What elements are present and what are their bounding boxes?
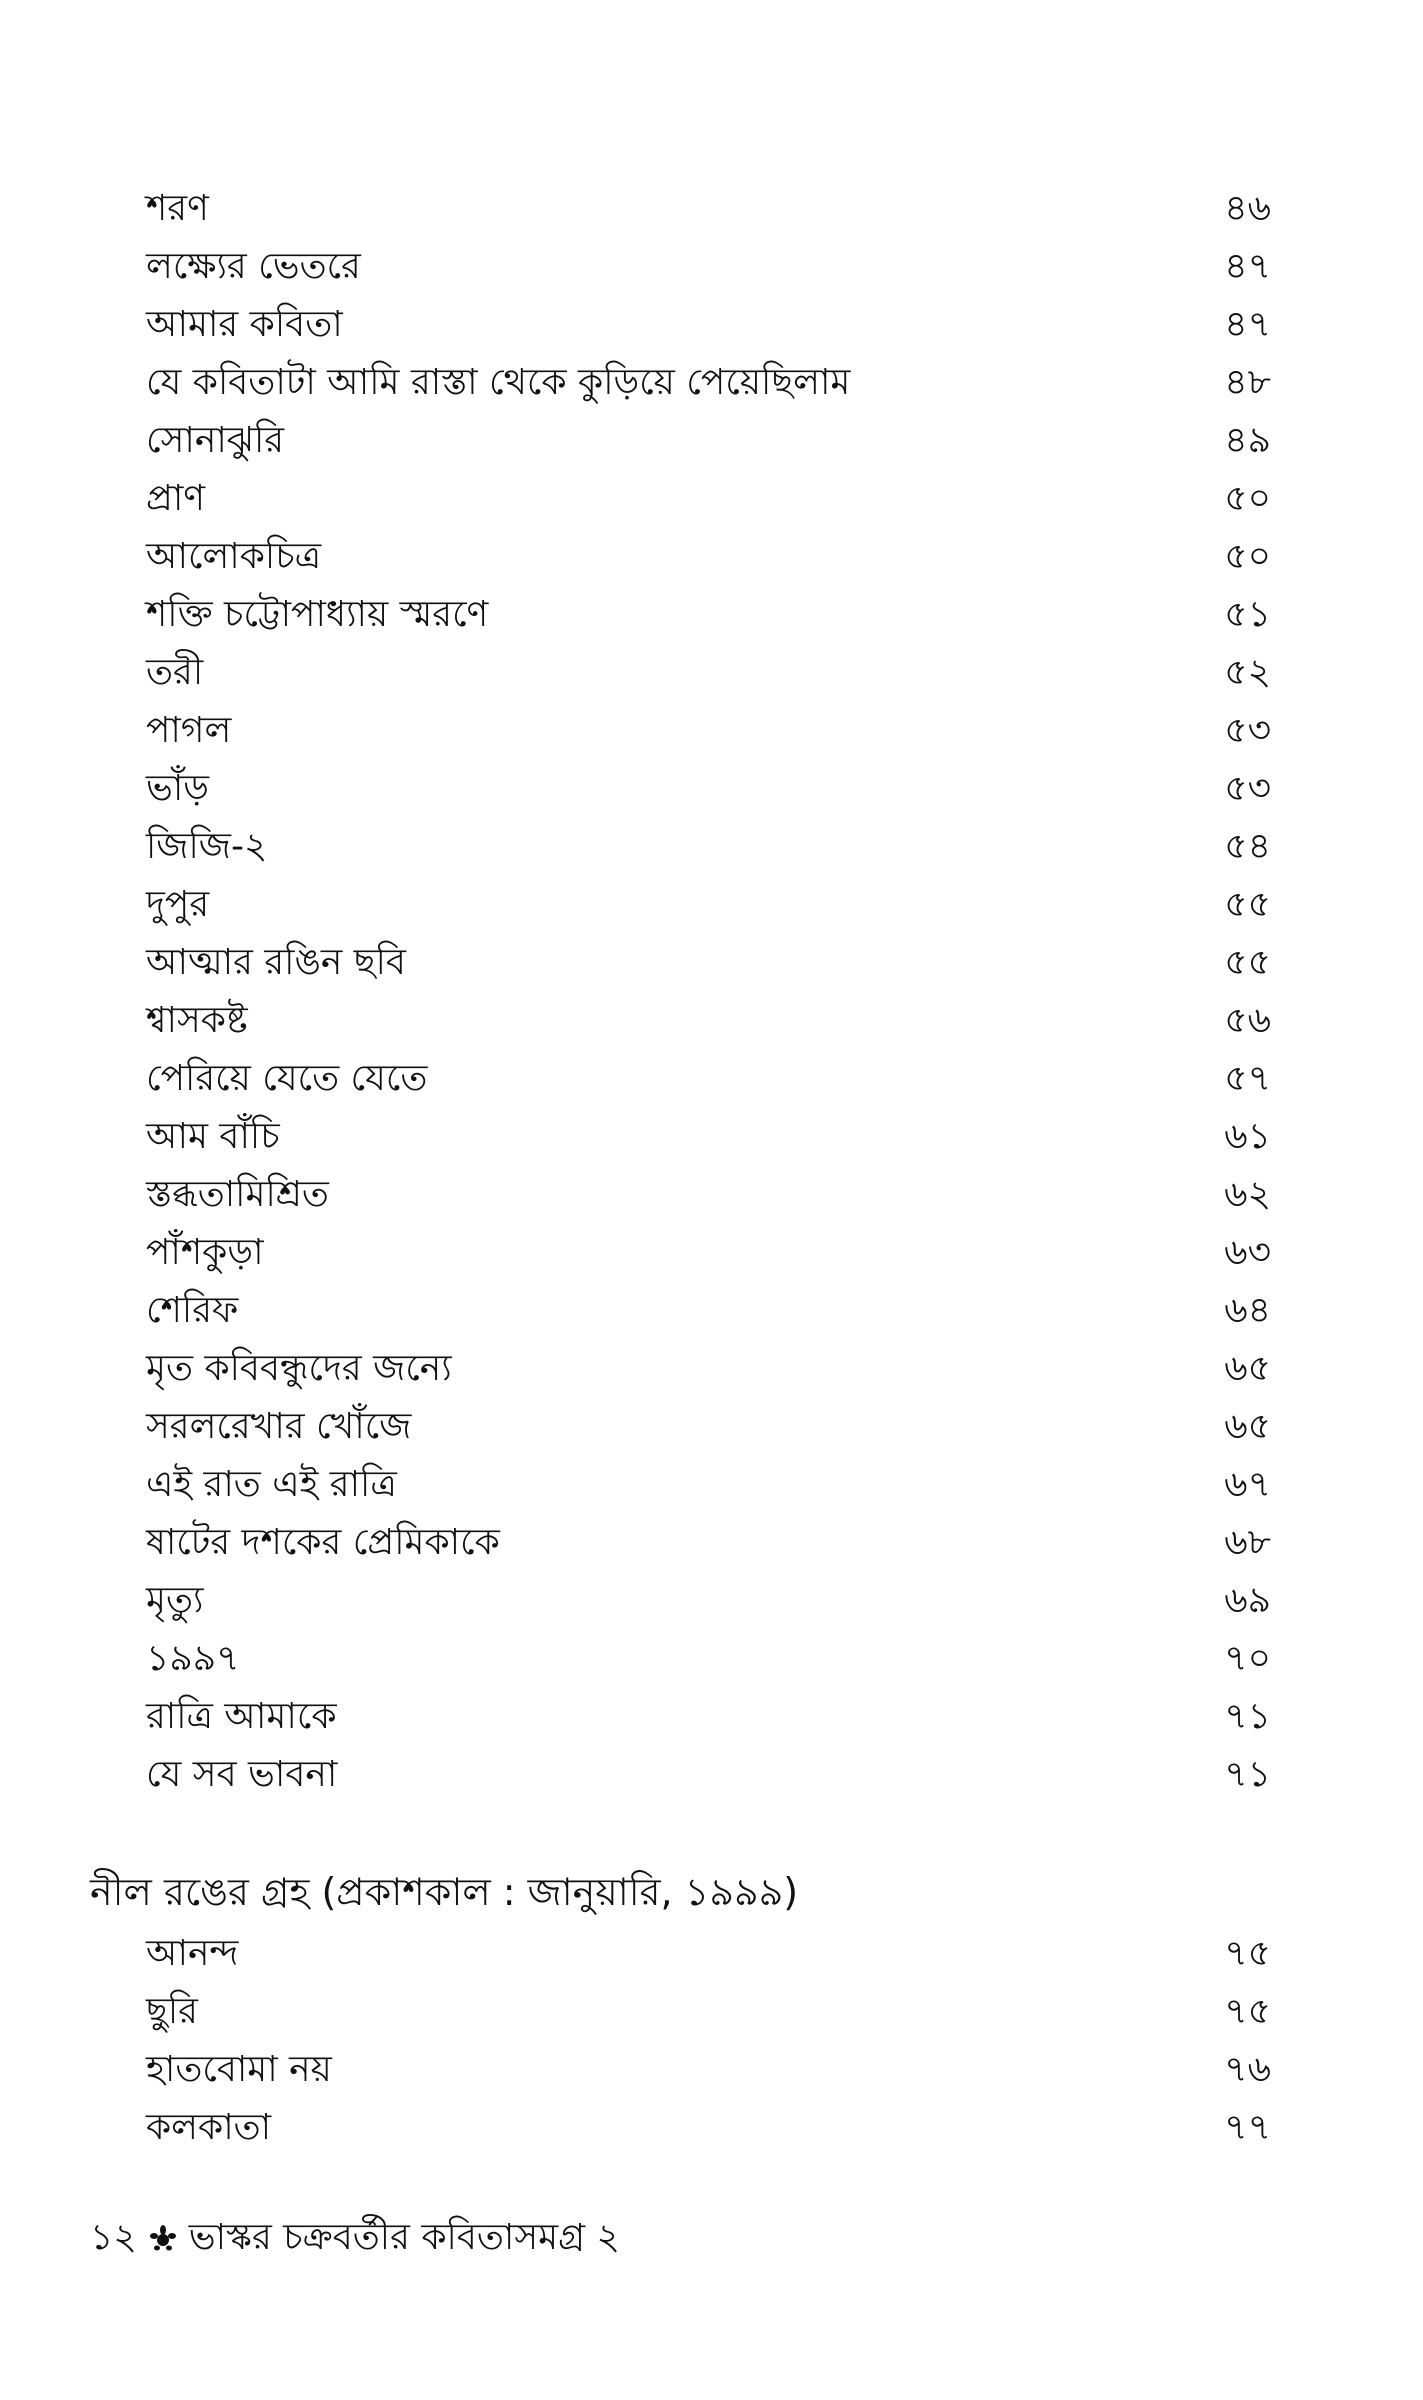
toc-entry-title: ছুরি xyxy=(146,1991,198,2032)
toc-entry-page-number: ৫৩ xyxy=(1224,710,1271,751)
footer-page-number: ১২ xyxy=(90,2217,137,2258)
toc-entry-page-number: ৫৫ xyxy=(1224,942,1271,983)
toc-entry xyxy=(0,1456,1423,1514)
toc-entry-title: জিজি-২ xyxy=(146,826,268,867)
toc-entry xyxy=(0,1282,1423,1340)
toc-entry-page-number: ৭৫ xyxy=(1224,1991,1271,2032)
toc-entry xyxy=(0,180,1423,238)
toc-entry-title: আত্মার রঙিন ছবি xyxy=(146,942,406,983)
toc-entry xyxy=(0,1746,1423,1804)
toc-entry-title: স্তব্ধতামিশ্রিত xyxy=(146,1174,329,1215)
toc-entry xyxy=(0,992,1423,1050)
toc-entry xyxy=(0,1166,1423,1224)
toc-entry-page-number: ৫৩ xyxy=(1224,768,1271,809)
toc-entry-page-number: ৭১ xyxy=(1224,1754,1271,1795)
toc-entry-page-number: ৪৭ xyxy=(1224,304,1271,345)
toc-entry-title: কলকাতা xyxy=(146,2107,272,2148)
toc-entry-page-number: ৫৬ xyxy=(1224,1000,1271,1041)
toc-entry-title: যে কবিতাটা আমি রাস্তা থেকে কুড়িয়ে পেয়েছিলাম xyxy=(146,362,851,403)
toc-entry xyxy=(0,2041,1423,2099)
toc-entry-page-number: ৫০ xyxy=(1224,536,1271,577)
toc-entry-page-number: ৪৮ xyxy=(1224,362,1271,403)
toc-entry-page-number: ৬৫ xyxy=(1224,1348,1271,1389)
toc-entry-page-number: ৪৭ xyxy=(1224,246,1271,287)
toc-entry-title: লক্ষ্যের ভেতরে xyxy=(146,246,361,287)
toc-entry xyxy=(0,586,1423,644)
toc-entry xyxy=(0,934,1423,992)
toc-list-group2 xyxy=(0,1925,1423,2157)
toc-entry-title: ১৯৯৭ xyxy=(146,1638,240,1679)
toc-entry-title: সরলরেখার খোঁজে xyxy=(146,1406,412,1447)
toc-entry xyxy=(0,2099,1423,2157)
toc-entry-title: পাগল xyxy=(146,710,232,751)
toc-entry-title: এই রাত এই রাত্রি xyxy=(146,1464,397,1505)
floral-ornament-icon xyxy=(149,2224,177,2252)
toc-entry-page-number: ৫৫ xyxy=(1224,884,1271,925)
toc-entry xyxy=(0,1050,1423,1108)
toc-entry xyxy=(0,644,1423,702)
toc-entry-page-number: ৭১ xyxy=(1224,1696,1271,1737)
section-heading: নীল রঙের গ্রহ (প্রকাশকাল : জানুয়ারি, ১৯৯৯) xyxy=(90,1870,799,1914)
toc-entry-page-number: ৭০ xyxy=(1224,1638,1271,1679)
toc-entry-page-number: ৪৬ xyxy=(1224,188,1271,229)
toc-entry-title: শরণ xyxy=(146,188,209,229)
toc-entry-title: আম বাঁচি xyxy=(146,1116,280,1157)
toc-entry-title: আমার কবিতা xyxy=(146,304,343,345)
toc-entry xyxy=(0,238,1423,296)
toc-entry xyxy=(0,1514,1423,1572)
toc-entry-title: ষাটের দশকের প্রেমিকাকে xyxy=(146,1522,500,1563)
toc-entry-title: ভাঁড় xyxy=(146,768,209,809)
toc-entry-title: প্রাণ xyxy=(146,478,206,519)
toc-entry xyxy=(0,1398,1423,1456)
toc-entry xyxy=(0,760,1423,818)
toc-entry-title: শক্তি চট্টোপাধ্যায় স্মরণে xyxy=(146,594,489,635)
toc-entry xyxy=(0,528,1423,586)
toc-entry xyxy=(0,1983,1423,2041)
toc-entry xyxy=(0,1224,1423,1282)
toc-entry-page-number: ৬৫ xyxy=(1224,1406,1271,1447)
toc-entry-title: পাঁশকুড়া xyxy=(146,1232,264,1273)
toc-entry-page-number: ৫৭ xyxy=(1224,1058,1271,1099)
toc-entry-title: যে সব ভাবনা xyxy=(146,1754,338,1795)
page-footer xyxy=(90,2210,620,2266)
toc-entry-title: সোনাঝুরি xyxy=(146,420,285,461)
toc-entry-page-number: ৭৫ xyxy=(1224,1933,1271,1974)
toc-entry xyxy=(0,296,1423,354)
toc-entry-title: শেরিফ xyxy=(146,1290,239,1331)
toc-entry xyxy=(0,1925,1423,1983)
toc-entry-title: আনন্দ xyxy=(146,1933,239,1974)
toc-entry-page-number: ৬৪ xyxy=(1224,1290,1271,1331)
toc-entry xyxy=(0,876,1423,934)
toc-entry-page-number: ৫২ xyxy=(1224,652,1271,693)
toc-entry xyxy=(0,354,1423,412)
toc-list-group1 xyxy=(0,180,1423,1804)
toc-entry xyxy=(0,1572,1423,1630)
toc-entry xyxy=(0,818,1423,876)
toc-entry-title: পেরিয়ে যেতে যেতে xyxy=(146,1058,428,1099)
toc-entry xyxy=(0,1108,1423,1166)
toc-entry-page-number: ৫১ xyxy=(1224,594,1271,635)
toc-entry-page-number: ৬৩ xyxy=(1224,1232,1271,1273)
toc-entry xyxy=(0,470,1423,528)
toc-entry xyxy=(0,1340,1423,1398)
toc-entry-title: আলোকচিত্র xyxy=(146,536,322,577)
toc-entry-title: তরী xyxy=(146,652,204,693)
toc-entry-page-number: ৪৯ xyxy=(1224,420,1271,461)
toc-entry-title: শ্বাসকষ্ট xyxy=(146,1000,248,1041)
footer-book-title: ভাস্কর চক্রবর্তীর কবিতাসমগ্র ২ xyxy=(188,2217,620,2258)
toc-entry-page-number: ৬২ xyxy=(1224,1174,1271,1215)
toc-entry-page-number: ৭৬ xyxy=(1224,2049,1271,2090)
toc-entry-page-number: ৬১ xyxy=(1224,1116,1271,1157)
toc-entry-title: হাতবোমা নয় xyxy=(146,2049,332,2090)
toc-entry-page-number: ৭৭ xyxy=(1224,2107,1271,2148)
toc-entry-title: রাত্রি আমাকে xyxy=(146,1696,337,1737)
toc-entry xyxy=(0,412,1423,470)
toc-entry-page-number: ৫৪ xyxy=(1224,826,1271,867)
toc-entry-page-number: ৫০ xyxy=(1224,478,1271,519)
toc-entry xyxy=(0,1630,1423,1688)
toc-entry-page-number: ৬৮ xyxy=(1224,1522,1271,1563)
toc-entry-page-number: ৬৭ xyxy=(1224,1464,1271,1505)
toc-entry xyxy=(0,702,1423,760)
toc-entry-page-number: ৬৯ xyxy=(1224,1580,1271,1621)
toc-entry xyxy=(0,1688,1423,1746)
toc-entry-title: দুপুর xyxy=(146,884,210,925)
toc-entry-title: মৃত কবিবন্ধুদের জন্যে xyxy=(146,1348,452,1389)
toc-entry-title: মৃত্যু xyxy=(146,1580,204,1621)
